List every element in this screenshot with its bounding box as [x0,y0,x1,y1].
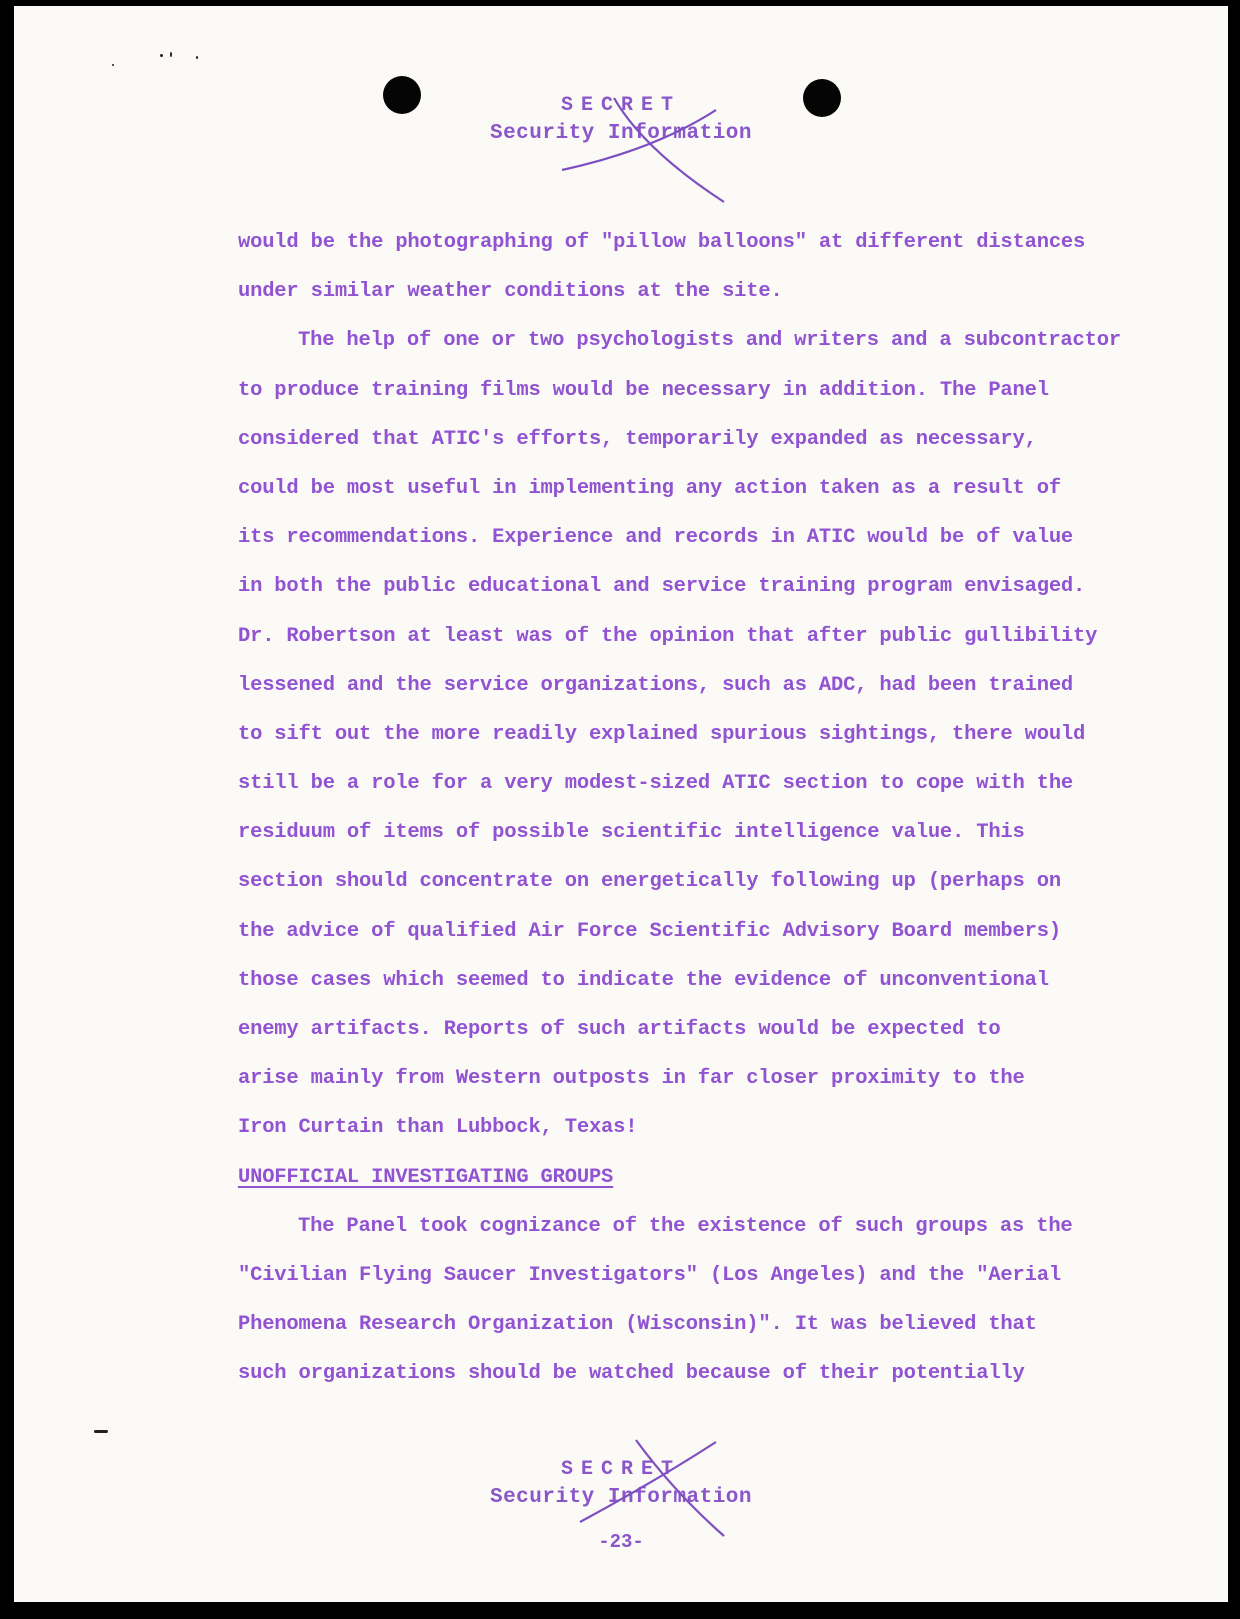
scan-speck [170,52,172,57]
header-caveat: Security Information [489,122,753,145]
body-text [238,218,1138,1399]
text-line: such organizations should be watched because of their potentially [238,1362,1025,1386]
text-line: "Civilian Flying Saucer Investigators" (Los Angeles) and the "Aerial [238,1263,1061,1287]
text-line: to sift out the more readily explained spurious sightings, there would [238,722,1086,746]
section-heading: UNOFFICIAL INVESTIGATING GROUPS [238,1165,614,1189]
header-classification: SECRET [560,94,681,117]
scan-speck [112,64,114,66]
text-line: to produce training films would be necessary in addition. The Panel [238,378,1049,402]
scan-speck [160,54,163,57]
text-line: residuum of items of possible scientific intelligence value. This [238,821,1025,845]
text-line: those cases which seemed to indicate the evidence of unconventional [238,968,1049,992]
text-line: under similar weather conditions at the site. [238,280,783,304]
text-line: lessened and the service organizations, such as ADC, had been trained [238,673,1074,697]
page-number: -23- [598,1531,644,1553]
text-line: enemy artifacts. Reports of such artifacts would be expected to [238,1018,1001,1041]
text-line: the advice of qualified Air Force Scientific Advisory Board members) [238,919,1061,943]
text-line: The Panel took cognizance of the existence of such groups as the [298,1214,1073,1238]
text-line: section should concentrate on energetically following up (perhaps on [238,870,1061,894]
text-line: considered that ATIC's efforts, temporarily expanded as necessary, [238,427,1037,451]
text-line: its recommendations. Experience and records in ATIC would be of value [238,526,1074,550]
text-line: Dr. Robertson at least was of the opinion that after public gullibility [238,624,1098,648]
text-line: The help of one or two psychologists and writers and a subcontractor [298,329,1121,353]
footer-classification: SECRET [560,1458,681,1481]
footer-caveat: Security Information [489,1486,753,1509]
document-page [14,6,1228,1602]
text-line: Iron Curtain than Lubbock, Texas! [238,1116,638,1140]
scan-speck [94,1430,108,1433]
text-line: arise mainly from Western outposts in far closer proximity to the [238,1067,1025,1091]
text-line: would be the photographing of "pillow balloons" at different distances [238,231,1086,254]
text-line: Phenomena Research Organization (Wisconsin)". It was believed that [238,1313,1037,1337]
scan-speck [196,56,198,59]
text-line: still be a role for a very modest-sized ATIC section to cope with the [238,772,1074,796]
header-strikeout-mark [534,90,754,210]
text-line: could be most useful in implementing any action taken as a result of [238,476,1061,500]
text-line: in both the public educational and service training program envisaged. [238,575,1086,599]
footer-strikeout-mark [554,1432,754,1542]
